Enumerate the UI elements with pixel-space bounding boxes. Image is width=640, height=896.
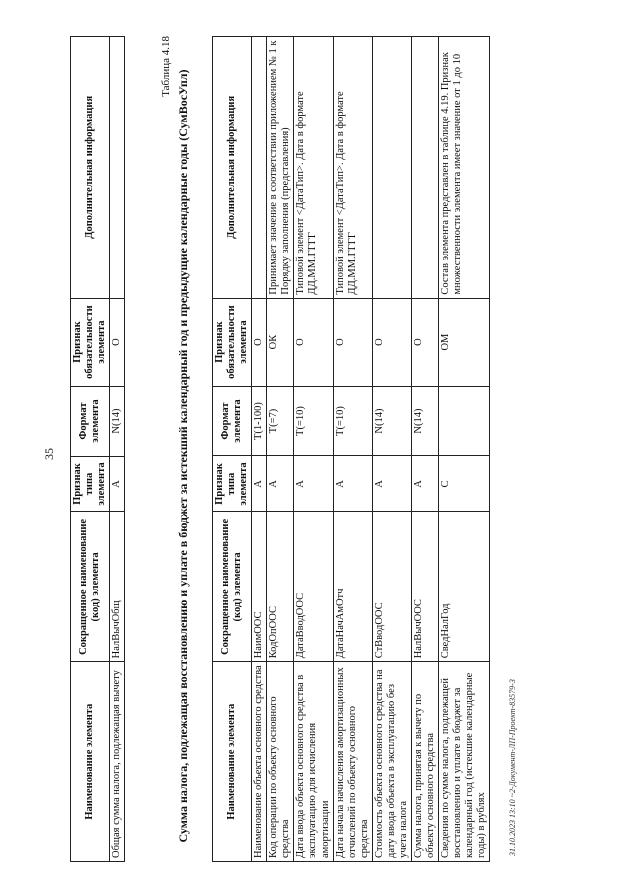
cell-info bbox=[110, 37, 125, 299]
cell-format: T(=10) bbox=[333, 386, 372, 456]
table-row bbox=[411, 37, 438, 862]
cell-info: Состав элемента представлен в таблице 4.19. Признак множественности элемента имеет значение от 1 до 10 bbox=[439, 37, 490, 299]
header-type: Признак типа элемента bbox=[71, 456, 110, 512]
cell-name: Стоимость объекта основного средства на дату ввода объекта в эксплуатацию без учета налога bbox=[372, 662, 411, 862]
cell-code: ДатаНачАмОтч bbox=[333, 512, 372, 662]
cell-required: О bbox=[411, 298, 438, 386]
page-number: 35 bbox=[42, 448, 56, 460]
header-info: Дополнительная информация bbox=[71, 37, 110, 299]
cell-type: А bbox=[267, 456, 294, 512]
document-stamp: 31.10.2023 13:10 ~2-Документ-ЛП-Проект-83579-3 bbox=[508, 679, 517, 856]
cell-format bbox=[439, 386, 490, 456]
header-code: Сокращенное наименование (код) элемента bbox=[71, 512, 110, 662]
table-row bbox=[294, 37, 333, 862]
table-row bbox=[110, 37, 125, 862]
cell-format: N(14) bbox=[372, 386, 411, 456]
cell-format: T(1-100) bbox=[252, 386, 267, 456]
header-name: Наименование элемента bbox=[71, 662, 110, 862]
cell-name: Код операции по объекту основного средства bbox=[267, 662, 294, 862]
cell-info: Типовой элемент <ДатаТип>. Дата в формате ДД.ММ.ГГГГ bbox=[333, 37, 372, 299]
table-row bbox=[372, 37, 411, 862]
elements-table-continued bbox=[70, 36, 125, 862]
cell-type: А bbox=[252, 456, 267, 512]
cell-code: СведНалГод bbox=[439, 512, 490, 662]
cell-type: С bbox=[439, 456, 490, 512]
cell-type: А bbox=[372, 456, 411, 512]
table-header-row bbox=[71, 37, 110, 862]
table-header-row bbox=[213, 37, 252, 862]
cell-required: О bbox=[252, 298, 267, 386]
cell-format: N(14) bbox=[110, 386, 125, 456]
cell-type: А bbox=[294, 456, 333, 512]
header-type: Признак типа элемента bbox=[213, 456, 252, 512]
header-format: Формат элемента bbox=[71, 386, 110, 456]
header-name: Наименование элемента bbox=[213, 662, 252, 862]
cell-code: НалВычООС bbox=[411, 512, 438, 662]
table-row bbox=[252, 37, 267, 862]
cell-required: О bbox=[110, 298, 125, 386]
cell-info bbox=[411, 37, 438, 299]
header-required: Признак обязательности элемента bbox=[71, 298, 110, 386]
table-row bbox=[439, 37, 490, 862]
cell-info: Типовой элемент <ДатаТип>. Дата в формате ДД.ММ.ГГГГ bbox=[294, 37, 333, 299]
cell-name: Наименование объекта основного средства bbox=[252, 662, 267, 862]
cell-name: Дата начала начисления амортизационных отчислений по объекту основного средства bbox=[333, 662, 372, 862]
cell-required: О bbox=[294, 298, 333, 386]
cell-type: А bbox=[333, 456, 372, 512]
table-title: Сумма налога, подлежащая восстановлению и уплате в бюджет за истекший календарный год и предыдущие календарные годы (СумВосУпл) bbox=[176, 69, 190, 843]
cell-required: ОМ bbox=[439, 298, 490, 386]
cell-required: О bbox=[372, 298, 411, 386]
cell-name: Дата ввода объекта основного средства в эксплуатацию для исчисления амортизации bbox=[294, 662, 333, 862]
cell-info: Принимает значение в соответствии приложением № 1 к Порядку заполнения (представления) bbox=[267, 37, 294, 299]
cell-type: А bbox=[110, 456, 125, 512]
cell-format: T(=7) bbox=[267, 386, 294, 456]
cell-code: СтВводООС bbox=[372, 512, 411, 662]
cell-format: N(14) bbox=[411, 386, 438, 456]
cell-type: А bbox=[411, 456, 438, 512]
cell-required: ОК bbox=[267, 298, 294, 386]
cell-name: Сведения по сумме налога, подлежащей восстановлению и уплате в бюджет за календарный год (истекшие календарные годы) в рублях bbox=[439, 662, 490, 862]
cell-name: Общая сумма налога, подлежащая вычету bbox=[110, 662, 125, 862]
table-row bbox=[267, 37, 294, 862]
header-code: Сокращенное наименование (код) элемента bbox=[213, 512, 252, 662]
cell-name: Сумма налога, принятая к вычету по объекту основного средства bbox=[411, 662, 438, 862]
cell-info bbox=[372, 37, 411, 299]
cell-info bbox=[252, 37, 267, 299]
cell-code: НалВычОбщ bbox=[110, 512, 125, 662]
cell-code: ДатаВводООС bbox=[294, 512, 333, 662]
cell-format: T(=10) bbox=[294, 386, 333, 456]
sum-restore-table bbox=[212, 36, 490, 862]
header-required: Признак обязательности элемента bbox=[213, 298, 252, 386]
table-number: Таблица 4.18 bbox=[160, 36, 172, 97]
cell-code: КодОпООС bbox=[267, 512, 294, 662]
table-row bbox=[333, 37, 372, 862]
cell-code: НаимООС bbox=[252, 512, 267, 662]
cell-required: О bbox=[333, 298, 372, 386]
header-info: Дополнительная информация bbox=[213, 37, 252, 299]
header-format: Формат элемента bbox=[213, 386, 252, 456]
